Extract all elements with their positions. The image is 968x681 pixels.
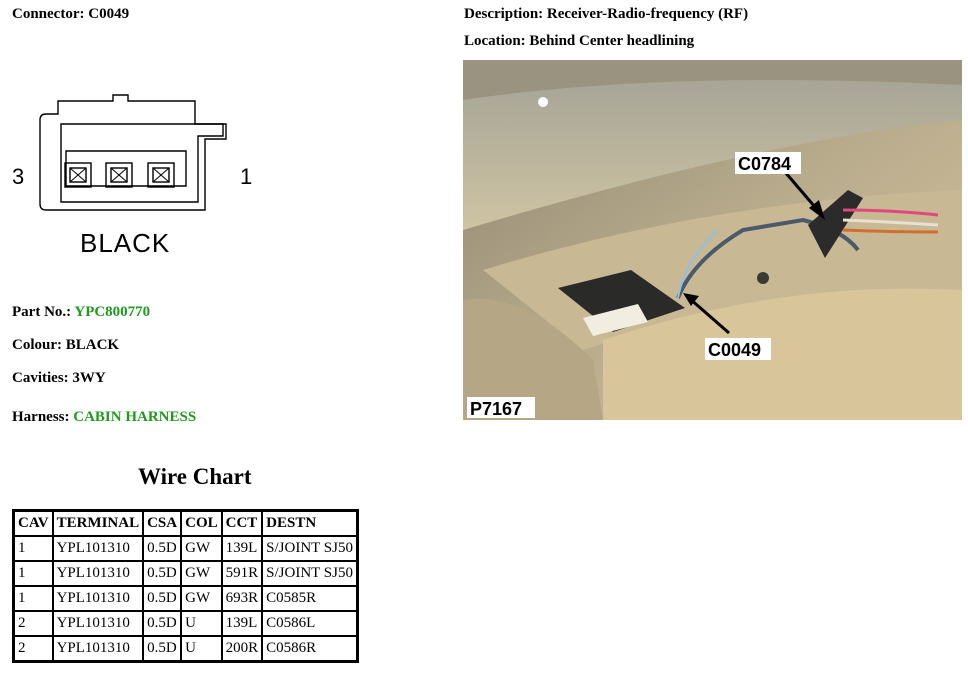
- cell-destn: C0586R: [262, 636, 357, 662]
- cell-cct: 591R: [222, 561, 263, 586]
- table-row: [14, 586, 358, 611]
- cell-destn: C0585R: [262, 586, 357, 611]
- cell-cav: 1: [14, 536, 53, 561]
- part-no-line: [12, 304, 150, 321]
- connector-label: Connector:: [12, 6, 85, 22]
- cavities-label: Cavities:: [12, 370, 69, 386]
- cell-csa: 0.5D: [143, 586, 181, 611]
- cell-destn: S/JOINT SJ50: [262, 536, 357, 561]
- header-destn: DESTN: [262, 511, 357, 537]
- harness-label: Harness:: [12, 409, 70, 425]
- location-line: [464, 33, 694, 50]
- header-cav: CAV: [14, 511, 53, 537]
- header-col: COL: [181, 511, 222, 537]
- cell-col: GW: [181, 586, 222, 611]
- cell-destn: C0586L: [262, 611, 357, 636]
- cell-cct: 693R: [222, 586, 263, 611]
- pin-label-left: 3: [12, 164, 25, 189]
- cell-csa: 0.5D: [143, 611, 181, 636]
- connector-value: C0049: [88, 6, 130, 22]
- cell-cct: 200R: [222, 636, 263, 662]
- cell-csa: 0.5D: [143, 636, 181, 662]
- harness-line: [12, 409, 196, 426]
- cell-terminal: YPL101310: [53, 636, 144, 662]
- callout-c0049: C0049: [708, 340, 762, 360]
- cell-terminal: YPL101310: [53, 561, 144, 586]
- location-value: Behind Center headlining: [529, 33, 695, 49]
- table-row: [14, 536, 358, 561]
- description-label: Description:: [464, 6, 544, 22]
- harness-link[interactable]: CABIN HARNESS: [73, 409, 197, 425]
- cell-cav: 1: [14, 561, 53, 586]
- cell-col: U: [181, 611, 222, 636]
- cell-cav: 2: [14, 611, 53, 636]
- wire-chart-title: Wire Chart: [138, 464, 252, 489]
- cell-csa: 0.5D: [143, 561, 181, 586]
- cell-cct: 139L: [222, 611, 263, 636]
- cavities-value: 3WY: [72, 370, 106, 386]
- callout-c0784: C0784: [738, 154, 792, 174]
- location-label: Location:: [464, 33, 526, 49]
- description-line: [464, 6, 748, 23]
- pin-label-right: 1: [240, 164, 253, 189]
- header-cct: CCT: [222, 511, 263, 537]
- cell-destn: S/JOINT SJ50: [262, 561, 357, 586]
- header-csa: CSA: [143, 511, 181, 537]
- cell-col: U: [181, 636, 222, 662]
- table-row: [14, 561, 358, 586]
- table-header-row: [14, 511, 358, 537]
- cell-cct: 139L: [222, 536, 263, 561]
- cell-cav: 1: [14, 586, 53, 611]
- connector-line: [12, 6, 129, 23]
- cell-terminal: YPL101310: [53, 586, 144, 611]
- colour-label: Colour:: [12, 337, 62, 353]
- colour-value: BLACK: [65, 337, 120, 353]
- table-row: [14, 611, 358, 636]
- colour-line: [12, 337, 119, 354]
- diagram-color-label: BLACK: [80, 228, 171, 258]
- cell-terminal: YPL101310: [53, 611, 144, 636]
- part-no-link[interactable]: YPC800770: [74, 304, 151, 320]
- wire-chart-table: [12, 509, 359, 663]
- photo-id: P7167: [470, 399, 523, 419]
- cell-col: GW: [181, 561, 222, 586]
- description-value: Receiver-Radio-frequency (RF): [546, 6, 749, 22]
- cell-terminal: YPL101310: [53, 536, 144, 561]
- cell-csa: 0.5D: [143, 536, 181, 561]
- header-terminal: TERMINAL: [53, 511, 144, 537]
- part-no-label: Part No.:: [12, 304, 72, 320]
- cell-col: GW: [181, 536, 222, 561]
- connector-face-diagram: [8, 88, 258, 268]
- location-photo: [463, 60, 962, 420]
- table-row: [14, 636, 358, 662]
- cavities-line: [12, 370, 106, 387]
- cell-cav: 2: [14, 636, 53, 662]
